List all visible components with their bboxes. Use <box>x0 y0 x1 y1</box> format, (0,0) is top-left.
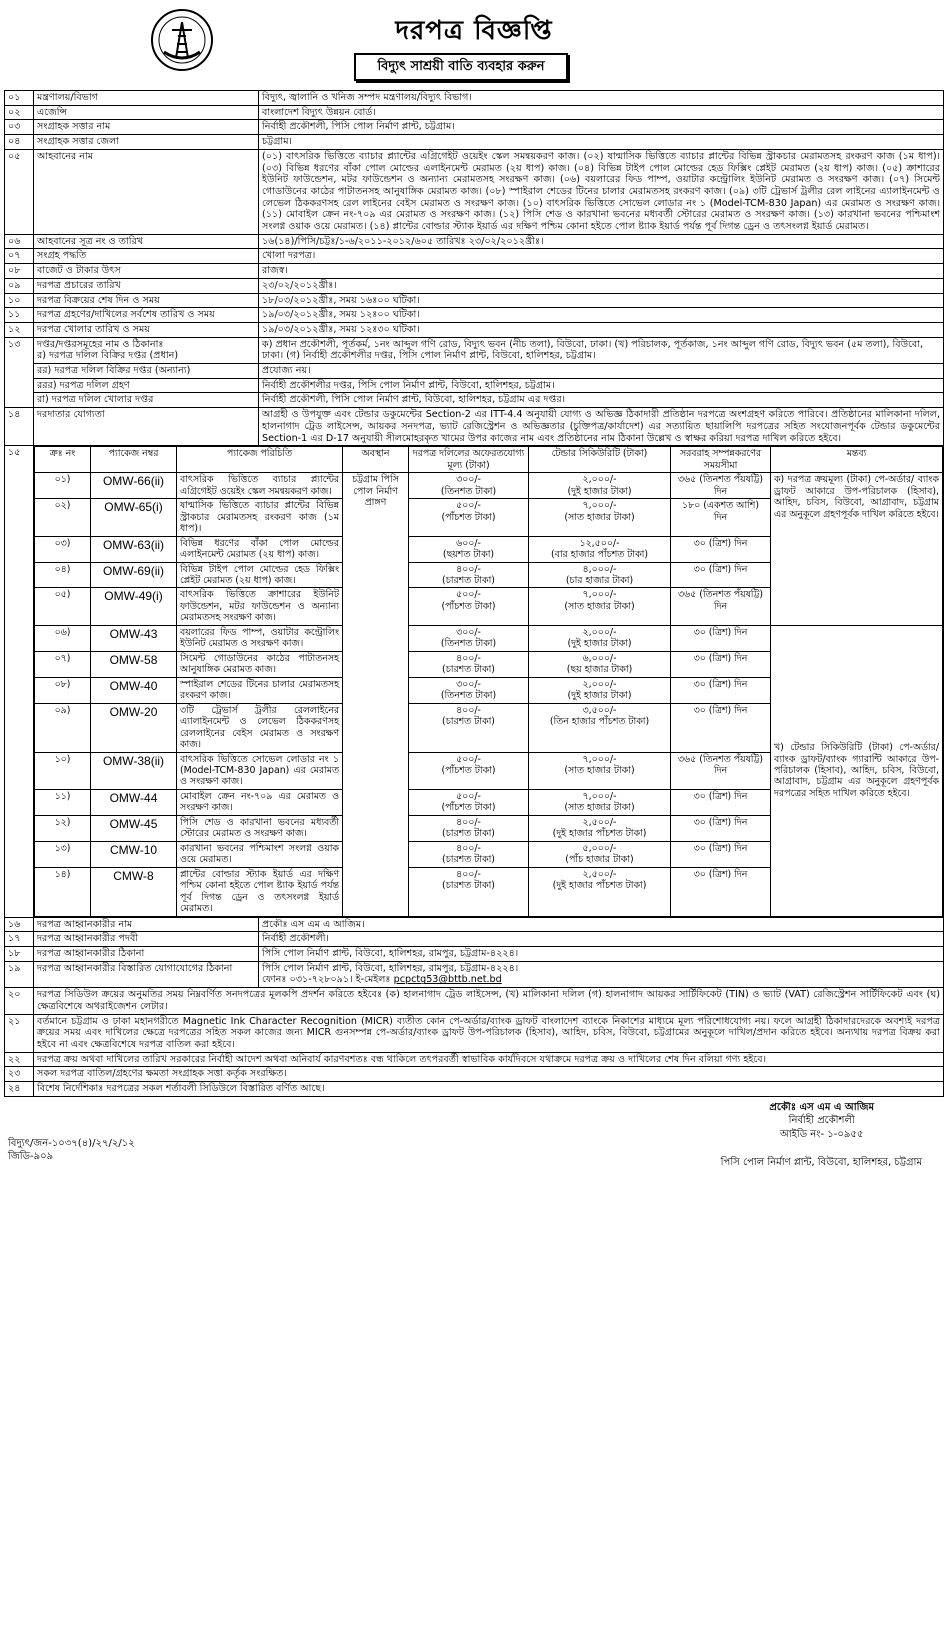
signatory-office: পিসি পোল নির্মাণ প্লান্ট, বিউবো, হালিশহর, চট্টগ্রাম <box>720 1156 922 1168</box>
doc-price <box>409 473 529 499</box>
doc-price <box>409 562 529 588</box>
completion-time: ৩০ (ত্রিশ) দিন <box>671 815 771 841</box>
package-description: বিভিন্ন টাইপ পোল মোল্ডের হেড ফিক্সিং প্লেইট মেরামত (২য় ধাপ) কাজ। <box>177 562 343 588</box>
doc-price-amount: ৫০০/- <box>456 753 481 765</box>
security-amount: ৬,০০০/- <box>582 652 617 664</box>
notice-row <box>5 446 944 917</box>
doc-price <box>409 815 529 841</box>
notice-row <box>5 135 944 150</box>
row-label: দরপত্র প্রচারের তারিখ <box>34 278 259 293</box>
row-label: দরপত্র আহ্বানকারীর নাম <box>34 917 259 932</box>
row-number: ০৯ <box>5 278 34 293</box>
doc-price-amount: ৪০০/- <box>456 652 481 664</box>
doc-price <box>409 703 529 752</box>
security-amount: ৩,৫০০/- <box>582 704 617 716</box>
package-number: OMW-66(ii) <box>91 473 177 499</box>
doc-price-words: (পাঁচশত টাকা) <box>441 802 496 814</box>
row-label: দরপত্র বিক্রয়ের শেষ দিন ও সময় <box>34 293 259 308</box>
security-words: (পাঁচ হাজার টাকা) <box>565 854 634 866</box>
security-words: (দুই হাজার পাঁচশত টাকা) <box>552 880 647 892</box>
doc-price-words: (চারশত টাকা) <box>442 574 495 586</box>
doc-price <box>409 677 529 703</box>
notice-row <box>5 932 944 947</box>
row-number: ০২ <box>5 105 34 120</box>
row-number: ১৫ <box>5 446 34 917</box>
tender-security <box>529 562 671 588</box>
row-label: সংগ্রাহক সত্তার নাম <box>34 120 259 135</box>
header-location: অবস্থান <box>343 447 409 473</box>
row-value <box>259 961 944 987</box>
notice-row <box>5 337 944 363</box>
doc-price <box>409 625 529 651</box>
row-value: (০১) বাৎসরিক ভিত্তিতে ব্যাচার প্ল্যান্টের এগ্রিগেইট ওয়েইং স্কেল সমন্বয়করণ কাজ। (০২) ষান্মাসিক ভিত্তিতে ব্যাচার প্লান্টের বিভিন্ন স্ট্রাকচার মেরামতসহ রংকরণ কাজ (১ম ধাপ)। (০৩) বিভিন্ন ধরণের বাঁকা পোল মোল্ডের এলাইনমেন্ট মেরামত (২য় ধাপ) কাজ। (০৪) বিভিন্ন টাইপ পোল মোল্ডের হেড ফিক্সিং প্লেইট মেরামত (২য় ধাপ) কাজ। (০৫) ক্রাশারের ইউনিট ফাউন্ডেশন, মটর ফাউন্ডেশন ও অন্যান্য মেরামতসহ সংরক্ষণ কাজ। (০৬) বয়লারের ফিড পাম্প, ওয়াটার কন্ট্রোলিং ইউনিট মেরামত ও সংরক্ষণ কাজ। (০৭) সিমেন্ট গোডাউনের কাঠের পাটাতনসহ আনুষাঙ্গিক মেরামত কাজ। (০৮) স্পাইরাল শেডের টিনের চালার মেরামতসহ রংকরণ কাজ। (০৯) ৩টি ট্রেভার্স ট্রলীর রেল লাইনের এ্যালাইনমেন্ট ও লেভেল ঠিককরণসহ রেল লাইনের বেইস মেরামত ও সংরক্ষণ কাজ। (১০) বাৎসরিক ভিত্তিতে সোভেল লোডার নং ১ (Model-TCM-830 Japan) এর মেরামত ও সংরক্ষণ কাজ। (১১) মোবাইল ক্রেন নং-৭০৯ এর মেরামত ও সংরক্ষণ কাজ। (১২) পিসি শেড ও কারখানা ভবনের মধ্যবর্তী স্টোরের মেরামত ও সংরক্ষণ কাজ। (১৩) কারখানা ভবনের পশ্চিমাংশ সংলগ্ন ওয়াক ওয়ে মেরামত। (১৪) প্লান্টের বোল্ডার স্ট্যাক ইয়ার্ড এর দক্ষিণ পশ্চিম কোনা হইতে পোল ষ্ট্যাক ইয়ার্ড পর্যন্ত পূর্ব দিগন্ত ড্রেন ও তৎসংলগ্ন ইয়ার্ড মেরামত। <box>259 149 944 234</box>
row-value: বিশেষ নির্দেশিকাঃ দরপত্রের সকল শর্তাবলী সিডিউলে বিস্তারিত বর্ণিত আছে। <box>34 1082 944 1097</box>
package-serial: ০২) <box>35 499 91 536</box>
signatory-name: প্রকৌঃ এস এম এ আজিম <box>769 1101 874 1113</box>
security-words: (চার হাজার টাকা) <box>565 574 634 586</box>
package-row <box>35 473 943 499</box>
package-serial: ১১) <box>35 789 91 815</box>
row-number: ১২ <box>5 322 34 337</box>
reference-number: বিদ্যুৎ/জন-১০৩৭(৪)/২৭/২/১২ <box>8 1137 135 1149</box>
security-words: (সাত হাজার টাকা) <box>564 802 635 814</box>
signatory-designation: নির্বাহী প্রকৌশলী <box>788 1115 855 1127</box>
package-number: OMW-69(ii) <box>91 562 177 588</box>
header-description: প্যাকেজ পরিচিতি <box>177 447 343 473</box>
security-words: (বার হাজার পাঁচশত টাকা) <box>550 549 649 561</box>
tender-security <box>529 841 671 867</box>
completion-time: ৩০ (ত্রিশ) দিন <box>671 703 771 752</box>
package-row <box>35 625 943 651</box>
package-number: OMW-63(ii) <box>91 536 177 562</box>
doc-price-words: (তিনশত টাকা) <box>440 638 497 650</box>
tender-security <box>529 752 671 789</box>
notice-row <box>5 1014 944 1052</box>
completion-time: ৩০ (ত্রিশ) দিন <box>671 677 771 703</box>
package-number: OMW-40 <box>91 677 177 703</box>
row-number: ০১ <box>5 91 34 106</box>
reference-block <box>8 1137 135 1164</box>
package-number: OMW-20 <box>91 703 177 752</box>
row-value: ২৩/০২/২০১২খ্রীঃ। <box>259 278 944 293</box>
package-location: চট্টগ্রাম পিসি পোল নির্মাণ প্রাঙ্গণ <box>343 473 409 916</box>
row-value: ১৮/০৩/২০১২খ্রীঃ, সময় ১৬ঃ০০ ঘটিকা। <box>259 293 944 308</box>
doc-price <box>409 651 529 677</box>
completion-time: ৩৬৫ (তিনশত পঁয়ষট্টি) দিন <box>671 588 771 625</box>
tender-security <box>529 499 671 536</box>
completion-time: ৩৬৫ (তিনশত পঁয়ষট্টি) দিন <box>671 752 771 789</box>
doc-price-amount: ৩০০/- <box>456 626 481 638</box>
package-number: OMW-65(i) <box>91 499 177 536</box>
row-number: ০৬ <box>5 234 34 249</box>
notice-row <box>5 1067 944 1082</box>
row-label: দরপত্র গ্রহণের/দাখিলের সর্বশেষ তারিখ ও সময় <box>34 308 259 323</box>
package-description: বয়লারের ফিড পাম্প, ওয়াটার কন্ট্রোলিং ইউনিট মেরামত ও সংরক্ষণ কাজ। <box>177 625 343 651</box>
row-number: ০৭ <box>5 249 34 264</box>
notice-row <box>5 1052 944 1067</box>
row-number: ০৩ <box>5 120 34 135</box>
row-value: চট্টগ্রাম। <box>259 135 944 150</box>
security-amount: ২,০০০/- <box>582 626 617 638</box>
contact-address: পিসি পোল নির্মাণ প্লান্ট, বিউবো, হালিশহর, রামপুর, চট্টগ্রাম-৪২২৪। <box>262 962 519 974</box>
row-value: প্রকৌঃ এস এম এ আজিম। <box>259 917 944 932</box>
package-serial: ০৬) <box>35 625 91 651</box>
row-value: বিদ্যুৎ, জ্বালানি ও খনিজ সম্পদ মন্ত্রণালয়/বিদ্যুৎ বিভাগ। <box>259 91 944 106</box>
doc-price-words: (পাঁচশত টাকা) <box>441 765 496 776</box>
notice-row <box>5 364 944 379</box>
row-number: ২৩ <box>5 1067 34 1082</box>
row-value: ১৯/০৩/২০১২খ্রীঃ, সময় ১২ঃ০০ ঘটিকা। <box>259 308 944 323</box>
notice-row <box>5 988 944 1014</box>
row-number: ১৭ <box>5 932 34 947</box>
notice-row <box>5 149 944 234</box>
tender-security <box>529 536 671 562</box>
package-number: OMW-45 <box>91 815 177 841</box>
security-amount: ৫,০০০/- <box>582 842 617 854</box>
row-label <box>34 337 259 363</box>
row-number: ১৪ <box>5 408 34 446</box>
doc-price-amount: ৬০০/- <box>456 537 481 549</box>
row-label: দরপত্র খোলার তারিখ ও সময় <box>34 322 259 337</box>
completion-time: ৩০ (ত্রিশ) দিন <box>671 841 771 867</box>
row-label: ররর) দরপত্র দলিল গ্রহণ <box>34 378 259 393</box>
header-remarks: মন্তব্য <box>771 447 943 473</box>
tender-security <box>529 651 671 677</box>
notice-row <box>5 393 944 408</box>
doc-price-words: (পাঁচশত টাকা) <box>441 600 496 612</box>
slogan-box: বিদ্যুৎ সাশ্রয়ী বাতি ব্যবহার করুন <box>354 53 568 81</box>
package-description: পিসি শেড ও কারখানা ভবনের মধ্যবর্তী স্টোরের মেরামত ও সংরক্ষণ কাজ। <box>177 815 343 841</box>
row-number: ০৪ <box>5 135 34 150</box>
header-package-no: প্যাকেজ নম্বর <box>91 447 177 473</box>
row-value: নির্বাহী প্রকৌশলী, পিসি পোল নির্মাণ প্লান্ট, বিউবো, হালিশহর, চট্টগ্রাম এর দপ্তর। <box>259 393 944 408</box>
notice-row <box>5 120 944 135</box>
doc-price-words: (চারশত টাকা) <box>442 716 495 728</box>
completion-time: ৩০ (ত্রিশ) দিন <box>671 625 771 651</box>
doc-price-amount: ৩০০/- <box>456 474 481 486</box>
row-value: আগ্রহী ও উপযুক্ত এবং টেন্ডার ডকুমেন্টের Section-2 এর ITT-4.4 অনুযায়ী যোগ্য ও অভিজ্ঞ ঠিকাদারী প্রতিষ্ঠান দরপত্রে অংশগ্রহণ করিতে পারিবে। প্রতিষ্ঠানের মালিকানা দলিল, হালনাগাদ ট্রেড লাইসেন্স, আয়কর সনদপত্র, ভ্যাট রেজিস্ট্রেশন ও অভিজ্ঞতার (চুক্তিপত্র/কার্যাদেশ) এর সত্যায়িত ছায়ালিপি দরপত্রের সহিত সংযোজনপূর্বক টেন্ডার ডকুমেন্টের Section-1 এর D-17 অনুযায়ী সীলমোহরকৃত খামের উপর কাজের নাম এবং প্রতিষ্ঠানের নাম ঠিকানা উল্লেখ ও স্বাক্ষর করিয়া দরপত্র দাখিল করিতে হইবে। <box>259 408 944 446</box>
notice-row <box>5 105 944 120</box>
header-completion: সরবরাহ সম্পন্নকরণের সময়সীমা <box>671 447 771 473</box>
notice-row <box>5 947 944 962</box>
row-number: ২১ <box>5 1014 34 1052</box>
row-label: আহবানের সূত্র নং ও তারিখ <box>34 234 259 249</box>
notice-row <box>5 293 944 308</box>
package-description: ষান্মাসিক ভিত্তিতে ব্যাচার প্লান্টের বিভিন্ন স্ট্রাকচার মেরামতসহ রংকরণ কাজ (১ম ধাপ)। <box>177 499 343 536</box>
package-number: CMW-10 <box>91 841 177 867</box>
row-number: ০৫ <box>5 149 34 234</box>
security-words: (দুই হাজার পাঁচশত টাকা) <box>552 828 647 840</box>
notice-row <box>5 322 944 337</box>
doc-price-amount: ৪০০/- <box>456 842 481 854</box>
doc-price-words: (চারশত টাকা) <box>442 854 495 866</box>
package-description: মোবাইল ক্রেন নং-৭০৯ এর মেরামত ও সংরক্ষণ কাজ। <box>177 789 343 815</box>
completion-time: ৩০ (ত্রিশ) দিন <box>671 789 771 815</box>
doc-price-amount: ৪০০/- <box>456 816 481 828</box>
row-value: দরপত্র ক্রয় অথবা দাখিলের তারিখ সরকারের নির্বাহী আদেশ অথবা অনিবার্য কারণবশতঃ বন্ধ থাকিলে তৎপরবর্তী স্বাভাবিক কার্যদিবসে যথাক্রমে দরপত্র ক্রয় ও দাখিলের শেষ দিন বলিয়া গণ্য হইবে। <box>34 1052 944 1067</box>
package-serial: ০৫) <box>35 588 91 625</box>
security-words: (তিন হাজার পাঁচশত টাকা) <box>549 716 650 728</box>
row-value: প্রযোজ্য নয়। <box>259 364 944 379</box>
notice-row <box>5 408 944 446</box>
contact-line <box>262 974 940 986</box>
package-serial: ০৮) <box>35 677 91 703</box>
doc-price <box>409 752 529 789</box>
package-serial: ১০) <box>35 752 91 789</box>
package-number: OMW-43 <box>91 625 177 651</box>
package-number: CMW-8 <box>91 867 177 916</box>
doc-price-words: (তিনশত টাকা) <box>440 485 497 497</box>
row-value: পিসি পোল নির্মাণ প্লান্ট, বিউবো, হালিশহর, রামপুর, চট্টগ্রাম-৪২২৪। <box>259 947 944 962</box>
row-value: বাংলাদেশ বিদ্যুৎ উন্নয়ন বোর্ড। <box>259 105 944 120</box>
security-amount: ৭,০০০/- <box>582 753 617 765</box>
notice-row <box>5 1082 944 1097</box>
doc-price <box>409 588 529 625</box>
row-value: রাজস্ব। <box>259 264 944 279</box>
header-serial: ক্রঃ নং <box>35 447 91 473</box>
tender-security <box>529 703 671 752</box>
row-value: ক) প্রধান প্রকৌশলী, পূর্তকর্ম, ১নং আব্দুল গণি রোড, বিদ্যুৎ ভবন (নীচ তলা), বিউবো, ঢাকা। (খ) পরিচালক, পূর্তকাজ, ১নং আব্দুল গণি রোড, বিদ্যুৎ ভবন (৫ম তলা), বিউবো, ঢাকা। (গ) নির্বাহী প্রকৌশলীর দপ্তর, পিসি পোল নির্মাণ প্লান্ট, বিউবো, হালিশহর, চট্টগ্রাম। <box>259 337 944 363</box>
page-title: দরপত্র বিজ্ঞপ্তি <box>395 16 553 46</box>
doc-price-amount: ৩০০/- <box>456 678 481 690</box>
package-serial: ০৭) <box>35 651 91 677</box>
notice-row <box>5 234 944 249</box>
row-value: নির্বাহী প্রকৌশলীর দপ্তর, পিসি পোল নির্মাণ প্লান্ট, বিউবো, হালিশহর, চট্টগ্রাম। <box>259 378 944 393</box>
completion-time: ৩০ (ত্রিশ) দিন <box>671 867 771 916</box>
row-number: ১৬ <box>5 917 34 932</box>
completion-time: ১৮০ (একশত আশি) দিন <box>671 499 771 536</box>
row-value: বর্তমানে চট্টগ্রাম ও ঢাকা মহানগরীতে Magnetic Ink Character Recognition (MICR) ব্যতীত কোন পে-অর্ডার/ব্যাংক ড্রাফট বাংলাদেশ ব্যাংকে নিকাশের মাধ্যমে মূল্য পরিশোধযোগ্য নয়। ফলে আগ্রহী ঠিকাদারদেরকে অবশ্যই দরপত্র ক্রয়ের সময় এবং দাখিলের ক্ষেত্রে দরপত্রের সহিত সকল কাজের জন্য MICR গুনসম্পন্ন পে-অর্ডার/ব্যাংক ড্রাফট উপ-পরিচালক (হিসাব), আহিদ, চবিস, বিউবো, চট্টগ্রামের অনুকূলে দাখিল/প্রদান করিতে হইবে। অন্যথায় দরপত্র বিক্রয় করা হইবে না এবং ক্ষেত্রবিশেষে দরপত্র বাতিল করা হইবে। <box>34 1014 944 1052</box>
package-serial: ১৩) <box>35 841 91 867</box>
signature-block <box>4 1097 944 1172</box>
doc-price <box>409 499 529 536</box>
doc-price-words: (ছয়শত টাকা) <box>442 549 495 561</box>
notice-header <box>4 0 944 90</box>
row-label: দরপত্র আহ্বানকারীর বিস্তারিত যোগাযোগের ঠিকানা <box>34 961 259 987</box>
package-description: ৩টি ট্রেভার্স ট্রলীর রেললাইনের এ্যালাইনমেন্ট ও লেভেল ঠিককরণসহ রেললাইনের বেইস মেরামত ও সংরক্ষণ কাজ। <box>177 703 343 752</box>
completion-time: ৩০ (ত্রিশ) দিন <box>671 536 771 562</box>
remarks-security: খ) টেন্ডার সিকিউরিটি (টাকা) পে-অর্ডার/ব্যাংক ড্রাফট/ব্যাংক গ্যারান্টি আকারে উপ-পরিচালক (হিসাব), আহিদ, চবিস, বিউবো, আগ্রাবাদ, চট্টগ্রাম এর অনুকূলে গ্রহণপূর্বক দরপত্রের সহিত দাখিল করিতে হইবে। <box>771 625 943 916</box>
notice-row <box>5 378 944 393</box>
doc-price <box>409 867 529 916</box>
signature-info <box>769 1101 874 1142</box>
row-value: খোলা দরপত্র। <box>259 249 944 264</box>
notice-row <box>5 249 944 264</box>
package-cell <box>34 446 944 917</box>
row-label: এজেন্সি <box>34 105 259 120</box>
package-description: বাৎসরিক ভিত্তিতে সোভেল লোডার নং ১ (Model-TCM-830 Japan) এর মেরামত ও সংরক্ষণ কাজ। <box>177 752 343 789</box>
package-description: প্লান্টের বোল্ডার স্ট্যাক ইয়ার্ড এর দক্ষিণ পশ্চিম কোনা হইতে পোল ষ্ট্যাক ইয়ার্ড পর্যন্ত পূর্ব দিগন্ত ড্রেন ও তৎসংলগ্ন ইয়ার্ড মেরামত। <box>177 867 343 916</box>
row-number: ১৮ <box>5 947 34 962</box>
completion-time: ৩০ (ত্রিশ) দিন <box>671 651 771 677</box>
row-value: ১৯/০৩/২০১২খ্রীঃ, সময় ১২ঃ৩০ ঘটিকা। <box>259 322 944 337</box>
package-number: OMW-58 <box>91 651 177 677</box>
package-description: কারখানা ভবনের পশ্চিমাংশ সংলগ্ন ওয়াক ওয়ে মেরামত। <box>177 841 343 867</box>
security-amount: ৭,০০০/- <box>582 589 617 601</box>
row-number: ২৪ <box>5 1082 34 1097</box>
doc-price-amount: ৫০০/- <box>456 790 481 802</box>
header-security: টেন্ডার সিকিউরিটি (টাকা) <box>529 447 671 473</box>
row-value: নির্বাহী প্রকৌশলী। <box>259 932 944 947</box>
package-number: OMW-49(i) <box>91 588 177 625</box>
package-description: স্পাইরাল শেডের টিনের চালার মেরামতসহ রংকরণ কাজ। <box>177 677 343 703</box>
notice-row <box>5 308 944 323</box>
tender-notice <box>4 0 944 1172</box>
row-number: ২০ <box>5 988 34 1014</box>
package-serial: ০৪) <box>35 562 91 588</box>
row-label: রর) দরপত্র দলিল বিক্রির দপ্তর (অন্যান্য) <box>34 364 259 379</box>
package-serial: ০৯) <box>35 703 91 752</box>
doc-price-words: (চারশত টাকা) <box>442 880 495 892</box>
row-number: ২২ <box>5 1052 34 1067</box>
package-serial: ১৪) <box>35 867 91 916</box>
row-number: ১১ <box>5 308 34 323</box>
row-label: দরপত্র আহ্বানকারীর ঠিকানা <box>34 947 259 962</box>
package-description: বিভিন্ন ধরণের বাঁকা পোল মোল্ডের এলাইনমেন্ট মেরামত (২য় ধাপ) কাজ। <box>177 536 343 562</box>
header-doc-price: দরপত্র দলিলের অফেরতযোগ্য মূল্য (টাকা) <box>409 447 529 473</box>
row-label: দরপত্র আহ্বানকারীর পদবী <box>34 932 259 947</box>
security-words: (ছয় হাজার টাকা) <box>566 664 633 676</box>
tender-security <box>529 625 671 651</box>
office-heading: দপ্তর/দপ্তরসমূহের নাম ও ঠিকানাঃ <box>37 338 164 350</box>
security-words: (দুই হাজার টাকা) <box>567 485 632 497</box>
package-description: বাৎসরিক ভিত্তিতে ব্যাচার প্ল্যান্টের এগ্রিগেইট ওয়েইং স্কেল সমন্বয়করণ কাজ। <box>177 473 343 499</box>
row-label: রা) দরপত্র দলিল খোলার দপ্তর <box>34 393 259 408</box>
security-amount: ৭,০০০/- <box>582 500 617 512</box>
security-words: (দুই হাজার টাকা) <box>567 638 632 650</box>
row-number: ০৮ <box>5 264 34 279</box>
row-value: ১৬(১৪)/পিসি/চট্টঃ/১-৬/২০১১-২০১২/৬০৫ তারিখঃ ২৩/০২/২০১২খ্রীঃ। <box>259 234 944 249</box>
notice-row <box>5 91 944 106</box>
security-amount: ৪,০০০/- <box>582 563 617 575</box>
row-value: নির্বাহী প্রকৌশলী, পিসি পোল নির্মাণ প্লান্ট, চট্টগ্রাম। <box>259 120 944 135</box>
package-table <box>34 446 943 916</box>
doc-price <box>409 841 529 867</box>
doc-price-words: (পাঁচশত টাকা) <box>441 511 496 523</box>
security-amount: ৭,০০০/- <box>582 790 617 802</box>
doc-price-amount: ৪০০/- <box>456 704 481 716</box>
notice-table <box>4 90 944 1097</box>
package-serial: ১২) <box>35 815 91 841</box>
notice-row <box>5 961 944 987</box>
package-header-row <box>35 447 943 473</box>
gd-number: জিডি-৯০৯ <box>8 1151 54 1163</box>
contact-phone: ফোনঃ ০৩১-৭২৮০৯১। ই-মেইলঃ <box>262 974 391 986</box>
email-link[interactable]: pcpctg53@bttb.net.bd <box>393 974 502 986</box>
row-label: সংগ্রাহক সত্তার জেলা <box>34 135 259 150</box>
row-label: দরদাতার যোগ্যতা <box>34 408 259 446</box>
package-serial: ০৩) <box>35 536 91 562</box>
row-number: ১০ <box>5 293 34 308</box>
security-words: (সাত হাজার টাকা) <box>564 765 635 776</box>
row-number: ১৩ <box>5 337 34 408</box>
security-amount: ২,০০০/- <box>582 678 617 690</box>
doc-price-amount: ৪০০/- <box>456 868 481 880</box>
tender-security <box>529 789 671 815</box>
doc-price-words: (চারশত টাকা) <box>442 828 495 840</box>
doc-price-amount: ৪০০/- <box>456 563 481 575</box>
row-value: দরপত্র সিডিউল ক্রয়ের অনুমতির সময় নিম্নবর্ণিত সনদপত্রের মূলকপি প্রদর্শন করিতে হইবেঃ (ক) হালনাগাদ ট্রেড লাইসেন্স, (খ) মালিকানা দলিল (গ) হালনাগাদ আয়কর সার্টিফিকেট (TIN) ও ভ্যাট (VAT) রেজিস্ট্রেশন সার্টিফিকেট এবং (ঘ) ক্ষেত্রবিশেষে অথরাইজেশন লেটার। <box>34 988 944 1014</box>
row-label: মন্ত্রণালয়/বিভাগ <box>34 91 259 106</box>
doc-price-amount: ৫০০/- <box>456 500 481 512</box>
package-number: OMW-44 <box>91 789 177 815</box>
doc-price-words: (চারশত টাকা) <box>442 664 495 676</box>
row-label: সংগ্রহ পদ্ধতি <box>34 249 259 264</box>
completion-time: ৩৬৫ (তিনশত পঁয়ষট্টি) দিন <box>671 473 771 499</box>
security-amount: ২,৫০০/- <box>582 868 617 880</box>
doc-price <box>409 536 529 562</box>
office-sub-label: র) দরপত্র দলিল বিক্রির দপ্তর (প্রধান) <box>37 350 179 362</box>
security-words: (সাত হাজার টাকা) <box>564 600 635 612</box>
package-description: সিমেন্ট গোডাউনের কাঠের পাটাতনসহ আনুষাঙ্গিক মেরামত কাজ। <box>177 651 343 677</box>
security-amount: ২,০০০/- <box>582 474 617 486</box>
row-label: বাজেট ও টাকার উৎস <box>34 264 259 279</box>
completion-time: ৩০ (ত্রিশ) দিন <box>671 562 771 588</box>
signatory-id: আইডি নং- ১-০৯৫৫ <box>779 1128 864 1140</box>
tender-security <box>529 677 671 703</box>
package-number: OMW-38(ii) <box>91 752 177 789</box>
row-label: আহবানের নাম <box>34 149 259 234</box>
security-amount: ১২,৫০০/- <box>579 537 620 549</box>
doc-price-words: (তিনশত টাকা) <box>440 690 497 702</box>
notice-row <box>5 917 944 932</box>
tender-security <box>529 815 671 841</box>
security-words: (দুই হাজার টাকা) <box>567 690 632 702</box>
notice-row <box>5 264 944 279</box>
security-words: (সাত হাজার টাকা) <box>564 511 635 523</box>
package-description: বাৎসরিক ভিত্তিতে ক্রাশারের ইউনিট ফাউন্ডেশন, মটর ফাউন্ডেশন ও অন্যান্য মেরামতসহ সংরক্ষণ কাজ। <box>177 588 343 625</box>
security-amount: ২,৫০০/- <box>582 816 617 828</box>
tender-security <box>529 473 671 499</box>
row-value: সকল দরপত্র বাতিল/গ্রহণের ক্ষমতা সংগ্রাহক সত্তা কর্তৃক সংরক্ষিত। <box>34 1067 944 1082</box>
doc-price <box>409 789 529 815</box>
row-number: ১৯ <box>5 961 34 987</box>
doc-price-amount: ৫০০/- <box>456 589 481 601</box>
remarks-price: ক) দরপত্র ক্রয়মূল্য (টাকা) পে-অর্ডার/ ব্যাংক ড্রাফট আকারে উপ-পরিচালক (হিসাব), আহিদ, চবিস, বিউবো, আগ্রাবাদ, চট্টগ্রাম এর অনুকূলে গ্রহণপূর্বক দাখিল করিতে হইবে। <box>771 473 943 626</box>
notice-row <box>5 278 944 293</box>
tender-security <box>529 588 671 625</box>
package-serial: ০১) <box>35 473 91 499</box>
tender-security <box>529 867 671 916</box>
